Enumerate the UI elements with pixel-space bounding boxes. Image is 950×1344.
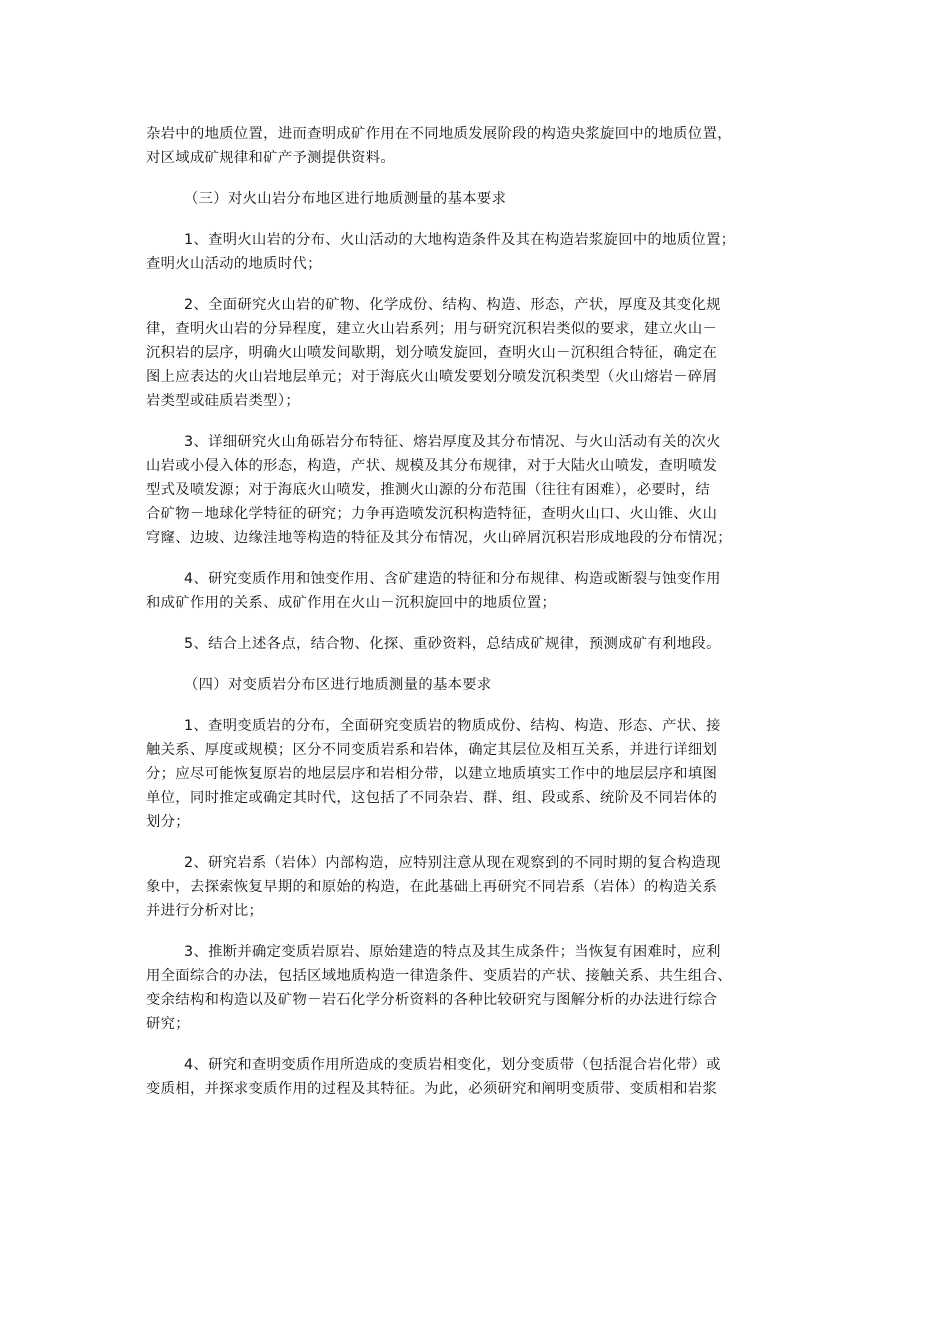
paragraph-continuation: 杂岩中的地质位置，进而查明成矿作用在不同地质发展阶段的构造央浆旋回中的地质位置， 对区域成矿规律和矿产予测提供资料。 <box>146 126 732 166</box>
paragraph-volcanic-3: 3、详细研究火山角砾岩分布特征、熔岩厚度及其分布情况、与火山活动有关的次火 山岩或小侵入体的形态，构造，产状、规模及其分布规律，对于大陆火山喷发，查明喷发 型式及喷发源；对于海底火山喷发，推测火山源的分布范围（往往有困难），必要时，结 合矿物－地球化学特征的研究；力争再造喷发沉积构造特征，查明火山口、火山锥、火山 穹窿、边坡、边缘洼地等构造的特征及其分布情况，火山碎屑沉积岩形成地段的分布情况； <box>146 434 732 546</box>
paragraph-volcanic-4: 4、研究变质作用和蚀变作用、含矿建造的特征和分布规律、构造或断裂与蚀变作用 和成矿作用的关系、成矿作用在火山－沉积旋回中的地质位置； <box>146 571 721 611</box>
paragraph-metamorphic-3: 3、推断并确定变质岩原岩、原始建造的特点及其生成条件；当恢复有困难时，应利 用全面综合的办法，包括区域地质构造一律造条件、变质岩的产状、接触关系、共生组合、 变余结构和构造以及矿物－岩石化学分析资料的各种比较研究与图解分析的办法进行综合 研究； <box>146 944 732 1032</box>
paragraph-metamorphic-4: 4、研究和查明变质作用所造成的变质岩相变化，划分变质带（包括混合岩化带）或 变质相，并探求变质作用的过程及其特征。为此，必须研究和阐明变质带、变质相和岩浆 <box>146 1057 721 1097</box>
paragraph-volcanic-1: 1、查明火山岩的分布、火山活动的大地构造条件及其在构造岩浆旋回中的地质位置； 查明火山活动的地质时代； <box>146 232 736 272</box>
section-heading-volcanic: （三）对火山岩分布地区进行地质测量的基本要求 <box>184 191 507 207</box>
paragraph-volcanic-2: 2、全面研究火山岩的矿物、化学成份、结构、构造、形态，产状，厚度及其变化规 律，查明火山岩的分异程度，建立火山岩系列；用与研究沉积岩类似的要求，建立火山－ 沉积岩的层序，明确火山喷发间歇期，划分喷发旋回，查明火山－沉积组合特征，确定在 图上应表达的火山岩地层单元；对于海底火山喷发要划分喷发沉积类型（火山熔岩－碎屑 岩类型或硅质岩类型）； <box>146 297 721 409</box>
paragraph-metamorphic-1: 1、查明变质岩的分布，全面研究变质岩的物质成份、结构、构造、形态、产状、接 触关系、厚度或规模；区分不同变质岩系和岩体，确定其层位及相互关系，并进行详细划 分；应尽可能恢复原岩的地层层序和岩相分带，以建立地质填实工作中的地层层序和填图 单位，同时推定或确定其时代，这包括了不同杂岩、群、组、段或系、统阶及不同岩体的 划分； <box>146 718 721 830</box>
document-page <box>146 122 806 1101</box>
paragraph-metamorphic-2: 2、研究岩系（岩体）内部构造，应特别注意从现在观察到的不同时期的复合构造现 象中，去探索恢复早期的和原始的构造，在此基础上再研究不同岩系（岩体）的构造关系 并进行分析对比； <box>146 855 721 919</box>
section-heading-metamorphic: （四）对变质岩分布区进行地质测量的基本要求 <box>184 677 492 693</box>
paragraph-volcanic-5: 5、结合上述各点，结合物、化探、重砂资料，总结成矿规律，预测成矿有利地段。 <box>184 636 721 652</box>
